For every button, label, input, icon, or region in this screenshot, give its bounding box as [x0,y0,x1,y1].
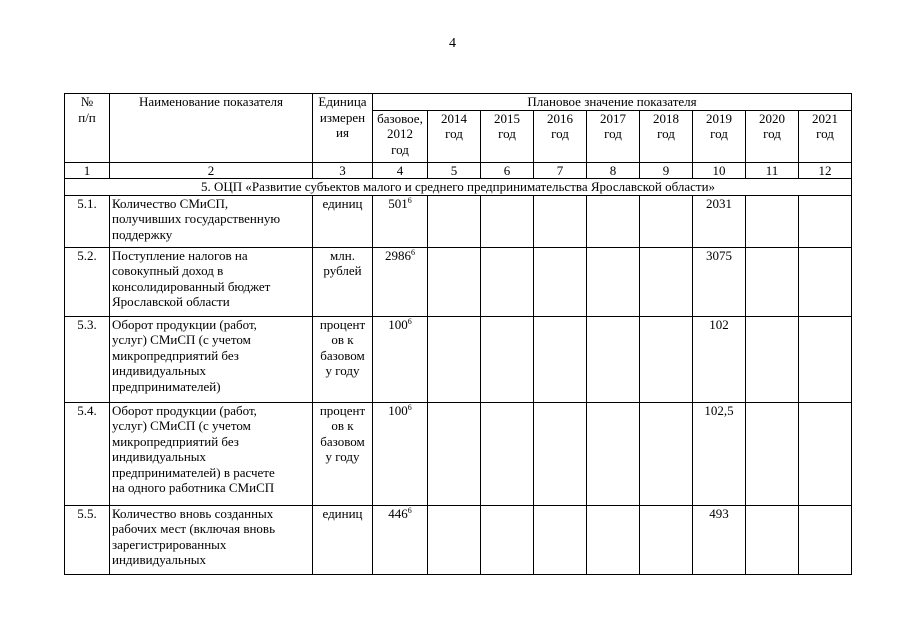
column-number: 3 [313,162,373,179]
year-value [587,402,640,505]
base-value-number: 2986 [385,247,411,263]
year-value [534,247,587,316]
footnote-mark: 6 [411,247,415,257]
base-value [373,505,428,574]
header-year-2015: 2015 год [481,110,534,162]
row-number: 5.1. [65,195,110,247]
column-number: 4 [373,162,428,179]
indicator-name: Количество СМиСП, получивших государственную поддержку [110,195,313,247]
year-value [640,247,693,316]
year-value [481,316,534,402]
indicators-table [64,93,852,575]
footnote-mark: 6 [407,316,412,326]
header-year-2020: 2020 год [746,110,799,162]
base-value [373,247,428,316]
year-value [534,505,587,574]
base-value [373,316,428,402]
footnote-mark: 6 [407,505,412,515]
row-number: 5.4. [65,402,110,505]
year-value [640,505,693,574]
indicator-name: Количество вновь созданных рабочих мест (включая вновь зарегистрированных индивидуальных [110,505,313,574]
unit: единиц [313,505,373,574]
column-number: 8 [587,162,640,179]
section-row [65,179,852,196]
year-2019-value: 493 [693,505,746,574]
header-year-2014: 2014 год [428,110,481,162]
column-number: 7 [534,162,587,179]
column-number: 12 [799,162,852,179]
base-value-number: 100 [388,316,408,332]
year-value [799,316,852,402]
year-value [746,505,799,574]
year-value [587,505,640,574]
year-value [799,195,852,247]
header-num: № п/п [65,94,110,163]
row-number: 5.3. [65,316,110,402]
indicator-name: Оборот продукции (работ, услуг) СМиСП (с учетом микропредприятий без индивидуальных предпринимателей) в расчете на одного работника СМиСП [110,402,313,505]
year-value [746,195,799,247]
base-value-number: 446 [388,505,408,521]
unit: процент ов к базовом у году [313,316,373,402]
footnote-mark: 6 [407,195,412,205]
header-year-2017: 2017 год [587,110,640,162]
year-value [746,402,799,505]
column-number: 10 [693,162,746,179]
year-value [746,316,799,402]
table-row [65,247,852,316]
indicator-name: Поступление налогов на совокупный доход в консолидированный бюджет Ярославской области [110,247,313,316]
year-value [534,195,587,247]
year-2019-value: 102,5 [693,402,746,505]
table-row [65,195,852,247]
year-2019-value: 3075 [693,247,746,316]
year-value [746,247,799,316]
year-value [534,402,587,505]
year-value [587,316,640,402]
header-year-2016: 2016 год [534,110,587,162]
year-value [481,247,534,316]
year-value [587,247,640,316]
footnote-mark: 6 [407,402,412,412]
year-value [534,316,587,402]
base-value-number: 100 [388,402,408,418]
year-value [481,505,534,574]
header-base: базовое, 2012 год [373,110,428,162]
year-value [799,505,852,574]
unit: млн. рублей [313,247,373,316]
header-year-2019: 2019 год [693,110,746,162]
header-year-2018: 2018 год [640,110,693,162]
year-value [799,402,852,505]
year-value [640,316,693,402]
year-value [428,195,481,247]
header-row-1 [65,94,852,111]
year-value [481,402,534,505]
year-value [428,402,481,505]
year-value [481,195,534,247]
base-value [373,195,428,247]
column-number: 6 [481,162,534,179]
year-value [640,195,693,247]
column-number: 9 [640,162,693,179]
header-year-2021: 2021 год [799,110,852,162]
year-value [428,316,481,402]
section-title: 5. ОЦП «Развитие субъектов малого и среднего предпринимательства Ярославской области» [65,179,852,196]
table-row [65,402,852,505]
base-value-number: 501 [388,195,408,211]
column-number: 2 [110,162,313,179]
year-2019-value: 102 [693,316,746,402]
column-number: 11 [746,162,799,179]
page-number: 4 [449,36,456,51]
header-name: Наименование показателя [110,94,313,163]
row-number: 5.5. [65,505,110,574]
base-value [373,402,428,505]
header-planned: Плановое значение показателя [373,94,852,111]
indicator-name: Оборот продукции (работ, услуг) СМиСП (с учетом микропредприятий без индивидуальных предпринимателей) [110,316,313,402]
year-value [587,195,640,247]
year-value [799,247,852,316]
unit: единиц [313,195,373,247]
row-number: 5.2. [65,247,110,316]
year-value [640,402,693,505]
column-number: 5 [428,162,481,179]
year-value [428,505,481,574]
column-number-row [65,162,852,179]
column-number: 1 [65,162,110,179]
year-value [428,247,481,316]
table-row [65,505,852,574]
unit: процент ов к базовом у году [313,402,373,505]
header-unit: Единица измерен ия [313,94,373,163]
year-2019-value: 2031 [693,195,746,247]
table-row [65,316,852,402]
